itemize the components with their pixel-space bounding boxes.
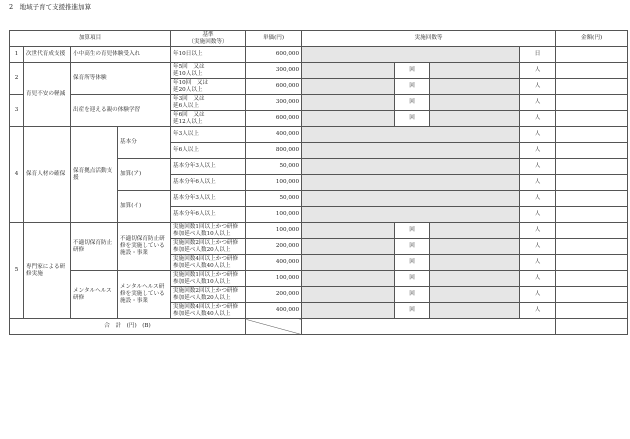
amount-input[interactable] <box>556 143 628 159</box>
header-criteria: 基準 （実施回数等） <box>171 31 246 47</box>
shaded-cell <box>302 175 520 191</box>
unit-price-cell: 50,000 <box>246 159 302 175</box>
count-input[interactable]: 人 <box>520 287 556 303</box>
item-label: 保育拠点活動支援 <box>71 127 118 223</box>
count-input[interactable]: 人 <box>520 207 556 223</box>
table-row <box>10 223 628 239</box>
amount-input[interactable] <box>556 79 628 95</box>
shaded-cell <box>302 159 520 175</box>
table-row <box>10 95 628 111</box>
count-input[interactable]: 人 <box>520 63 556 79</box>
count-input[interactable]: 人 <box>520 191 556 207</box>
count-input[interactable]: 人 <box>520 95 556 111</box>
sub-item-label: 加算(イ) <box>118 191 171 223</box>
table-row <box>10 127 628 143</box>
criteria-cell: 実施回数2回以上かつ研修参加延べ人数20人以上 <box>171 239 246 255</box>
unit-price-cell: 400,000 <box>246 127 302 143</box>
total-amount-input[interactable] <box>556 319 628 335</box>
sub-item-label: 加算(ア) <box>118 159 171 191</box>
item-label: 保育所等体験 <box>71 63 171 95</box>
criteria-cell: 実施回数2回以上かつ研修参加延べ人数20人以上 <box>171 287 246 303</box>
header-unit-price: 単価(円) <box>246 31 302 47</box>
times-input[interactable]: 回 <box>395 239 430 255</box>
criteria-cell: 基本分年6人以上 <box>171 175 246 191</box>
row-number: 5 <box>10 223 24 319</box>
amount-input[interactable] <box>556 175 628 191</box>
unit-price-cell: 400,000 <box>246 303 302 319</box>
shaded-cell <box>302 239 395 255</box>
unit-price-cell: 800,000 <box>246 143 302 159</box>
row-number: 1 <box>10 47 24 63</box>
count-input[interactable]: 人 <box>520 223 556 239</box>
unit-price-cell: 100,000 <box>246 271 302 287</box>
criteria-cell: 実施回数1回以上かつ研修参加延べ人数10人以上 <box>171 271 246 287</box>
count-input[interactable]: 人 <box>520 79 556 95</box>
unit-price-cell: 100,000 <box>246 175 302 191</box>
row-number: 3 <box>10 95 24 127</box>
shaded-cell <box>302 303 395 319</box>
amount-input[interactable] <box>556 159 628 175</box>
count-input[interactable]: 人 <box>520 303 556 319</box>
total-label: 合 計 (円) (B) <box>10 319 246 335</box>
item-label: 出産を迎える親の体験学習 <box>71 95 171 127</box>
count-input[interactable]: 人 <box>520 159 556 175</box>
count-input[interactable]: 人 <box>520 143 556 159</box>
category-label: 専門家による研修実施 <box>24 223 71 319</box>
shaded-cell <box>430 111 520 127</box>
times-input[interactable]: 回 <box>395 79 430 95</box>
table-row <box>10 63 628 79</box>
criteria-cell: 年3人以上 <box>171 127 246 143</box>
unit-price-cell: 600,000 <box>246 47 302 63</box>
amount-input[interactable] <box>556 127 628 143</box>
shaded-cell <box>302 207 520 223</box>
amount-input[interactable] <box>556 95 628 111</box>
shaded-cell <box>302 271 395 287</box>
criteria-cell: 実施回数4回以上かつ研修参加延べ人数40人以上 <box>171 255 246 271</box>
header-count: 実施回数等 <box>302 31 556 47</box>
total-price-slash <box>246 319 302 335</box>
criteria-cell: 年6回 又は 延12人以上 <box>171 111 246 127</box>
sub-item-label: メンタルヘルス研修を実施している施設・事業 <box>118 271 171 319</box>
table-row <box>10 47 628 63</box>
shaded-cell <box>302 79 395 95</box>
count-input[interactable]: 人 <box>520 255 556 271</box>
table-row <box>10 271 628 287</box>
amount-input[interactable] <box>556 255 628 271</box>
shaded-cell <box>302 127 520 143</box>
amount-input[interactable] <box>556 303 628 319</box>
unit-price-cell: 50,000 <box>246 191 302 207</box>
amount-input[interactable] <box>556 239 628 255</box>
shaded-cell <box>430 271 520 287</box>
category-label: 保育人材の確保 <box>24 127 71 223</box>
category-label: 次世代育成支援 <box>24 47 71 63</box>
category-label: 育児不安の軽減 <box>24 63 71 127</box>
item-label: メンタルヘルス研修 <box>71 271 118 319</box>
times-input[interactable]: 回 <box>395 255 430 271</box>
shaded-cell <box>302 287 395 303</box>
shaded-cell <box>302 111 395 127</box>
shaded-cell <box>430 63 520 79</box>
shaded-cell <box>430 287 520 303</box>
total-count-cell <box>302 319 556 335</box>
unit-price-cell: 300,000 <box>246 95 302 111</box>
shaded-cell <box>302 255 395 271</box>
unit-price-cell: 600,000 <box>246 79 302 95</box>
shaded-cell <box>430 239 520 255</box>
criteria-cell: 基本分年6人以上 <box>171 207 246 223</box>
section-title: 2 地域子育て支援推進加算 <box>9 3 92 11</box>
shaded-cell <box>302 47 520 63</box>
header-item: 加算項目 <box>10 31 171 47</box>
unit-price-cell: 600,000 <box>246 111 302 127</box>
unit-price-cell: 100,000 <box>246 223 302 239</box>
criteria-cell: 年3回 又は 延6人以上 <box>171 95 246 111</box>
count-input[interactable]: 日 <box>520 47 556 63</box>
criteria-cell: 実施回数1回以上かつ研修参加延べ人数10人以上 <box>171 223 246 239</box>
times-input[interactable]: 回 <box>395 287 430 303</box>
shaded-cell <box>430 255 520 271</box>
criteria-cell: 基本分年3人以上 <box>171 159 246 175</box>
row-number: 4 <box>10 127 24 223</box>
item-label: 不適切保育防止研修 <box>71 223 118 271</box>
item-label: 小中高生の育児体験受入れ <box>71 47 171 63</box>
header-row <box>10 31 628 47</box>
unit-price-cell: 200,000 <box>246 287 302 303</box>
times-input[interactable]: 回 <box>395 63 430 79</box>
shaded-cell <box>302 63 395 79</box>
count-input[interactable]: 人 <box>520 127 556 143</box>
count-input[interactable]: 人 <box>520 239 556 255</box>
sub-item-label: 不適切保育防止研修を実施している施設・事業 <box>118 223 171 271</box>
total-row <box>10 319 628 335</box>
count-input[interactable]: 人 <box>520 175 556 191</box>
shaded-cell <box>302 223 395 239</box>
criteria-cell: 年6人以上 <box>171 143 246 159</box>
header-amount: 金額(円) <box>556 31 628 47</box>
criteria-cell: 実施回数4回以上かつ研修参加延べ人数40人以上 <box>171 303 246 319</box>
unit-price-cell: 400,000 <box>246 255 302 271</box>
amount-input[interactable] <box>556 287 628 303</box>
criteria-cell: 年10日以上 <box>171 47 246 63</box>
unit-price-cell: 100,000 <box>246 207 302 223</box>
times-input[interactable]: 回 <box>395 303 430 319</box>
amount-input[interactable] <box>556 111 628 127</box>
times-input[interactable]: 回 <box>395 95 430 111</box>
shaded-cell <box>430 95 520 111</box>
criteria-cell: 年10回 又は 延20人以上 <box>171 79 246 95</box>
sub-item-label: 基本分 <box>118 127 171 159</box>
shaded-cell <box>430 223 520 239</box>
amount-input[interactable] <box>556 47 628 63</box>
shaded-cell <box>302 95 395 111</box>
amount-input[interactable] <box>556 207 628 223</box>
criteria-cell: 年5回 又は 延10人以上 <box>171 63 246 79</box>
shaded-cell <box>430 303 520 319</box>
times-input[interactable]: 回 <box>395 111 430 127</box>
amount-input[interactable] <box>556 271 628 287</box>
amount-input[interactable] <box>556 191 628 207</box>
amount-input[interactable] <box>556 223 628 239</box>
shaded-cell <box>302 191 520 207</box>
unit-price-cell: 300,000 <box>246 63 302 79</box>
criteria-cell: 基本分年3人以上 <box>171 191 246 207</box>
count-input[interactable]: 人 <box>520 111 556 127</box>
count-input[interactable]: 人 <box>520 271 556 287</box>
shaded-cell <box>302 143 520 159</box>
unit-price-cell: 200,000 <box>246 239 302 255</box>
times-input[interactable]: 回 <box>395 223 430 239</box>
subsidy-table <box>9 30 628 335</box>
times-input[interactable]: 回 <box>395 271 430 287</box>
shaded-cell <box>430 79 520 95</box>
amount-input[interactable] <box>556 63 628 79</box>
row-number: 2 <box>10 63 24 95</box>
